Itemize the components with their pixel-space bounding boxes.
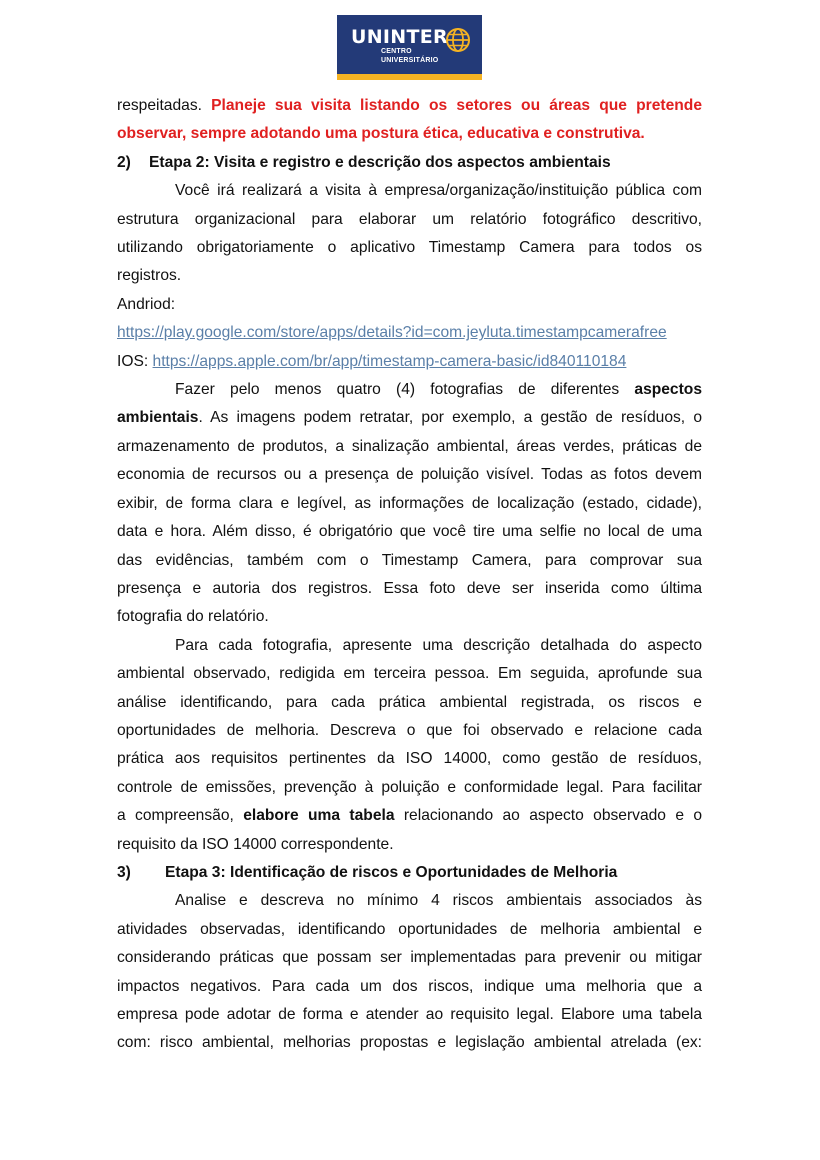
ios-label: IOS: (117, 352, 149, 370)
s3-line: considerando práticas que possam ser implementadas para prevenir ou mitigar (117, 949, 702, 967)
s3-line: atividades observadas, identificando oportunidades de melhoria ambiental e (117, 920, 702, 938)
s2-p1-line: utilizando obrigatoriamente o aplicativo Timestamp Camera para todos os (117, 239, 702, 257)
ios-link[interactable]: https://apps.apple.com/br/app/timestamp-camera-basic/id840110184 (152, 352, 627, 370)
android-link-line (117, 319, 702, 347)
s2-p2-line: exibir, de forma clara e legível, as informações de localização (estado, cidade), (117, 494, 702, 512)
s2-p2-line: fotografia do relatório. (117, 608, 269, 626)
s2-p2-line: armazenamento de produtos, a sinalização ambiental, áreas verdes, práticas de (117, 437, 702, 455)
s2-p3-line: análise identificando, para cada prática ambiental registrada, os riscos e (117, 693, 702, 711)
s2-p2-bold: aspectos (634, 381, 702, 399)
s2-p3-line (117, 802, 702, 830)
logo-subtitle (381, 48, 438, 65)
section-3-heading (117, 859, 702, 887)
s2-p3-text: relacionando ao aspecto observado e o (403, 807, 703, 825)
section-2-heading (117, 149, 702, 177)
section-2-number: 2) (117, 153, 131, 171)
s2-p1-line: Você irá realizará a visita à empresa/organização/instituição pública com (175, 182, 702, 200)
logo-sub-line2: UNIVERSITÁRIO (381, 56, 439, 64)
s3-line: Analise e descreva no mínimo 4 riscos ambientais associados às (175, 892, 702, 910)
intro-highlight-2: observar, sempre adotando uma postura ética, educativa e construtiva. (117, 125, 645, 143)
s2-p3-line: requisito da ISO 14000 correspondente. (117, 835, 394, 853)
section-2-title: Etapa 2: Visita e registro e descrição dos aspectos ambientais (149, 153, 611, 171)
s2-p2-text: Fazer pelo menos quatro (4) fotografias de diferentes (175, 381, 620, 399)
intro-line-1 (117, 92, 702, 120)
s2-p2-line: economia de recursos ou a presença de poluição visível. Todas as fotos devem (117, 466, 702, 484)
s2-p2-line (117, 376, 702, 404)
s2-p3-line: controle de emissões, prevenção à poluição e conformidade legal. Para facilitar (117, 778, 702, 796)
intro-line-2 (117, 120, 702, 148)
s2-p2-line: das evidências, também com o Timestamp Camera, para comprovar sua (117, 551, 702, 569)
logo-name: UNINTER (351, 26, 448, 48)
s2-p2-text: . As imagens podem retratar, por exemplo, a gestão de resíduos, o (198, 409, 702, 427)
uninter-logo (337, 15, 482, 80)
s2-p3-line: ambiental observado, redigida em terceira pessoa. Em seguida, aprofunde sua (117, 665, 702, 683)
logo-sub-line1: CENTRO (381, 48, 412, 55)
s2-p3-line: prática aos requisitos pertinentes da ISO 14000, como gestão de resíduos, (117, 750, 702, 768)
s2-p2-bold: ambientais (117, 409, 199, 427)
s2-p1-line: estrutura organizacional para elaborar um relatório fotográfico descritivo, (117, 210, 702, 228)
s2-p2-line: data e hora. Além disso, é obrigatório que você tire uma selfie no local de uma (117, 523, 702, 541)
s3-line: impactos negativos. Para cada um dos riscos, indique uma melhoria que a (117, 977, 702, 995)
android-label: Andriod: (117, 295, 176, 313)
document-body (117, 92, 702, 1058)
section-3-number: 3) (117, 863, 131, 881)
ios-link-line (117, 348, 702, 376)
s2-p2-line (117, 404, 702, 432)
s2-p3-bold: elabore uma tabela (243, 807, 395, 825)
s2-p2-line: presença e autoria dos registros. Essa foto deve ser inserida como última (117, 579, 702, 597)
section-3-title: Etapa 3: Identificação de riscos e Oportunidades de Melhoria (165, 863, 618, 881)
s2-p3-text: a compreensão, (117, 807, 234, 825)
intro-lead: respeitadas. (117, 97, 202, 114)
intro-highlight-1: Planeje sua visita listando os setores ou áreas que pretende (211, 97, 702, 114)
s2-p3-line: Para cada fotografia, apresente uma descrição detalhada do aspecto (175, 636, 702, 654)
s2-p1-line: registros. (117, 267, 182, 285)
s2-p3-line: oportunidades de melhoria. Descreva o que foi observado e relacione cada (117, 721, 702, 739)
globe-icon (444, 26, 472, 54)
s3-line: com: risco ambiental, melhorias propostas e legislação ambiental atrelada (ex: (117, 1034, 702, 1052)
s3-line: empresa pode adotar de forma e atender ao requisito legal. Elabore uma tabela (117, 1006, 702, 1023)
android-link[interactable]: https://play.google.com/store/apps/details?id=com.jeyluta.timestampcamerafree (117, 324, 667, 342)
